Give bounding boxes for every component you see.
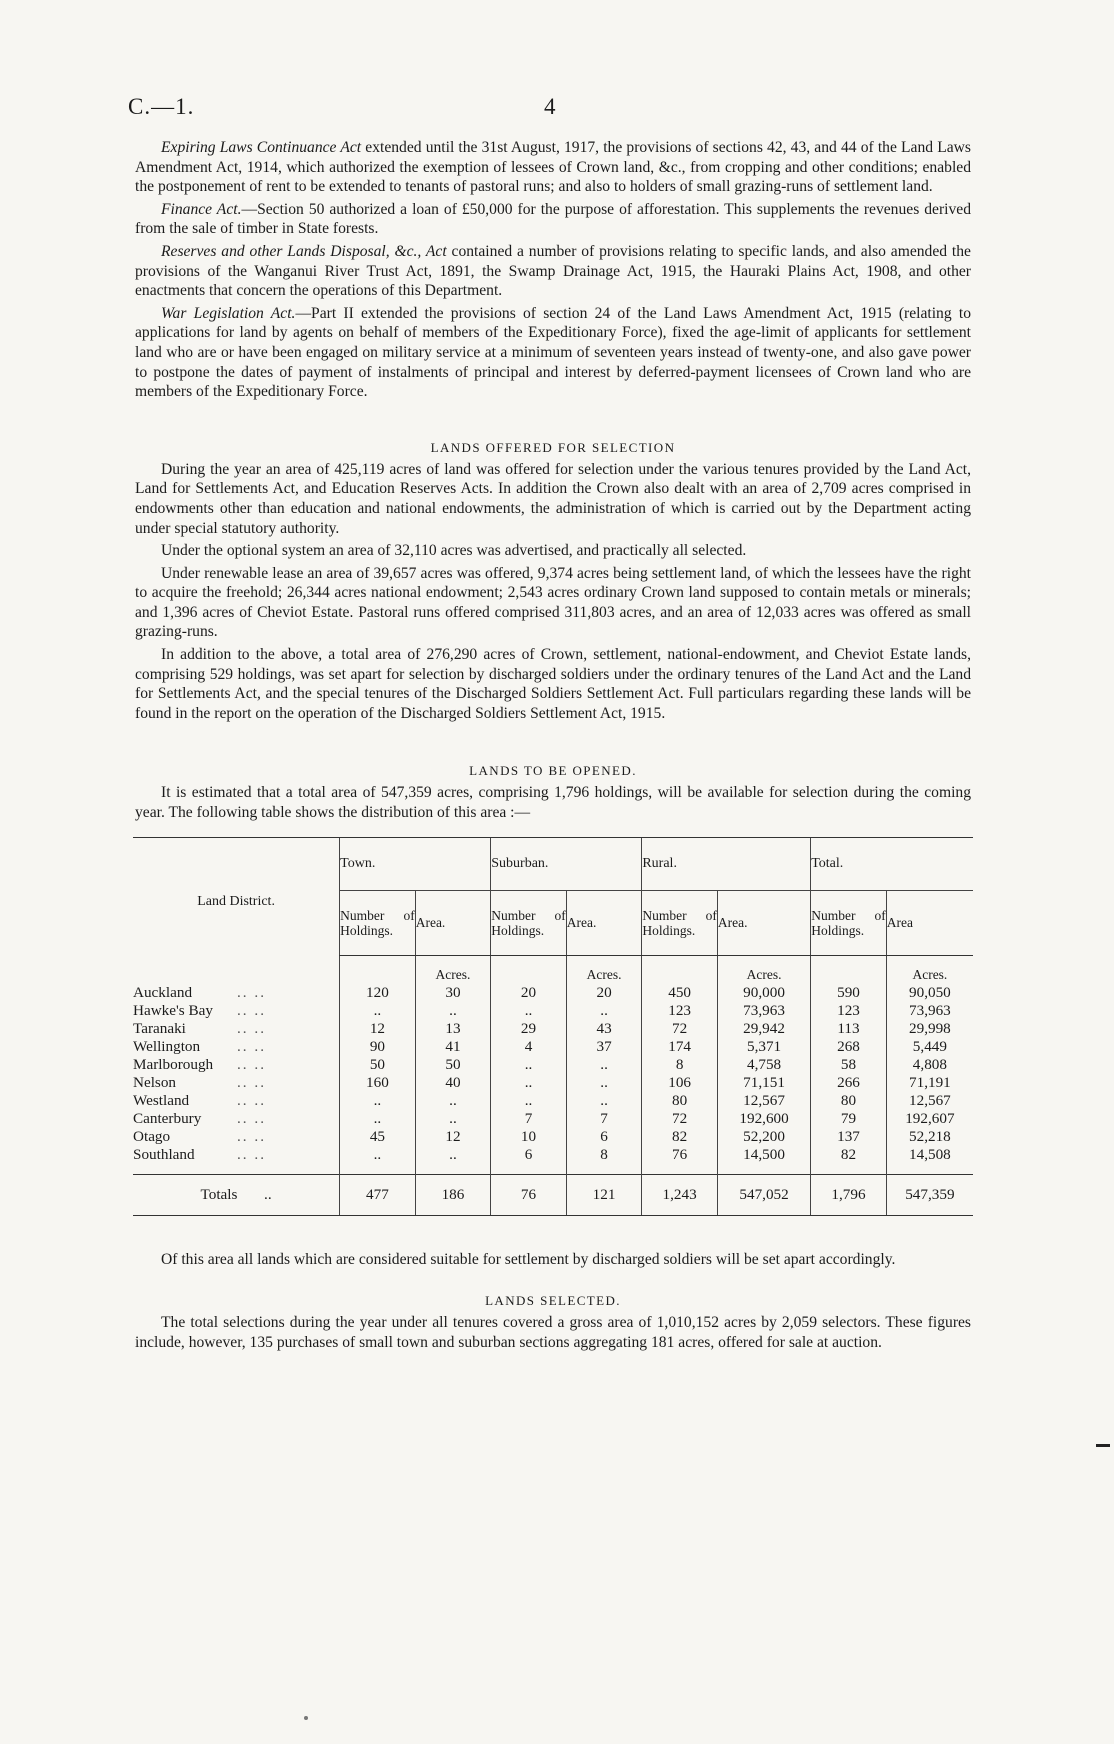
- table-cell: 79: [811, 1110, 887, 1128]
- act-title: Reserves and other Lands Disposal, &c., Act: [161, 242, 447, 260]
- total-cell: 477: [340, 1174, 416, 1215]
- table-cell: 13: [415, 1020, 491, 1038]
- table-cell: 40: [415, 1074, 491, 1092]
- act-title: Expiring Laws Continuance Act: [161, 139, 362, 156]
- table-cell: 590: [811, 984, 887, 1002]
- table-cell: 76: [642, 1146, 718, 1164]
- table-row: [133, 1092, 973, 1110]
- group-header-total: Total.: [811, 837, 973, 890]
- table-cell: ..: [340, 1002, 416, 1020]
- table-cell: 4: [491, 1038, 567, 1056]
- subheader-number: Number of Holdings.: [811, 890, 887, 955]
- table-cell: ..: [415, 1146, 491, 1164]
- table-cell: 5,371: [717, 1038, 810, 1056]
- table-cell: ..: [566, 1002, 642, 1020]
- table-cell: 8: [566, 1146, 642, 1164]
- section-heading-lands-opened: LANDS TO BE OPENED.: [469, 763, 637, 779]
- paragraph: Of this area all lands which are considered suitable for settlement by discharged soldiers will be set apart accordingly.: [161, 1250, 896, 1268]
- table-cell: 450: [642, 984, 718, 1002]
- table-cell: 174: [642, 1038, 718, 1056]
- table-cell: 43: [566, 1020, 642, 1038]
- table-row: [133, 1146, 973, 1164]
- table-cell: ..: [415, 1002, 491, 1020]
- table-cell: 4,808: [886, 1056, 973, 1074]
- page-header: [128, 94, 972, 128]
- total-cell: 1,243: [642, 1174, 718, 1215]
- group-header-suburban: Suburban.: [491, 837, 642, 890]
- table-row: [133, 984, 973, 1002]
- paragraph-expiring-laws: [135, 138, 971, 197]
- leader-dots: .. ..: [237, 983, 266, 1001]
- table-cell: 45: [340, 1128, 416, 1146]
- table-cell: 123: [642, 1002, 718, 1020]
- table-cell: 137: [811, 1128, 887, 1146]
- act-title: Finance Act.: [161, 200, 242, 218]
- table-cell: ..: [340, 1146, 416, 1164]
- table-cell: 8: [642, 1056, 718, 1074]
- table-cell: 12,567: [886, 1092, 973, 1110]
- table-cell: 73,963: [886, 1002, 973, 1020]
- table-cell: 14,500: [717, 1146, 810, 1164]
- paragraph: The total selections during the year under all tenures covered a gross area of 1,010,152 acres by 2,059 selectors. These figures include, however, 135 purchases of small town and suburban sections aggregating 181 acres, offered for sale at auction.: [135, 1314, 971, 1351]
- paragraph-war-legislation: [135, 304, 971, 402]
- after-table-block: [135, 1250, 971, 1270]
- unit-label: Acres.: [717, 955, 810, 984]
- table-row: [133, 1002, 973, 1020]
- table-body: [133, 984, 973, 1164]
- margin-mark: [1096, 1444, 1110, 1447]
- table-cell: ..: [566, 1092, 642, 1110]
- land-district-header: Land District.: [133, 837, 340, 955]
- table-cell: 6: [566, 1128, 642, 1146]
- leader-dots: .. ..: [237, 1091, 266, 1109]
- table-cell: 37: [566, 1038, 642, 1056]
- paragraph-reserves-act: [135, 242, 971, 301]
- paragraph: During the year an area of 425,119 acres of land was offered for selection under the various tenures provided by the Land Act, Land for Settlements Act, and Education Reserves Acts. In addition the Crown also dealt with an area of 2,709 acres comprised in endowments other than education and national endowments, the administration of which is carried out by the Department acting under special statutory authority.: [135, 460, 971, 537]
- table-cell: ..: [415, 1092, 491, 1110]
- table-cell: 29,998: [886, 1020, 973, 1038]
- table-cell: 5,449: [886, 1038, 973, 1056]
- total-cell: 121: [566, 1174, 642, 1215]
- table-cell: 90,050: [886, 984, 973, 1002]
- district-name: Otago .. ..: [133, 1127, 266, 1145]
- table-header-row: [133, 837, 973, 890]
- group-header-town: Town.: [340, 837, 491, 890]
- table-cell: 160: [340, 1074, 416, 1092]
- table-cell: 20: [566, 984, 642, 1002]
- table-cell: ..: [340, 1092, 416, 1110]
- subheader-area: Area.: [717, 890, 810, 955]
- unit-label: Acres.: [566, 955, 642, 984]
- table-cell: 7: [491, 1110, 567, 1128]
- paragraph-finance-act: [135, 200, 971, 239]
- table-cell: 82: [642, 1128, 718, 1146]
- table-cell: 58: [811, 1056, 887, 1074]
- table-row: [133, 1056, 973, 1074]
- subheader-number: Number of Holdings.: [642, 890, 718, 955]
- paragraph-text: contained a number of provisions relating to specific lands, and also amended the provisions of the Wanganui River Trust Act, 1891, the Swamp Drainage Act, 1915, the Hauraki Plains Act, 1908, and other enactments that concern the operations of this Department.: [135, 242, 971, 300]
- table-cell: 10: [491, 1128, 567, 1146]
- table-cell: 80: [642, 1092, 718, 1110]
- table-cell: 52,218: [886, 1128, 973, 1146]
- table-cell: 90,000: [717, 984, 810, 1002]
- total-cell: 547,359: [886, 1174, 973, 1215]
- table-cell: 80: [811, 1092, 887, 1110]
- table-cell: 90: [340, 1038, 416, 1056]
- leader-dots: .. ..: [237, 1127, 266, 1145]
- district-name: Westland .. ..: [133, 1091, 266, 1109]
- total-cell: 1,796: [811, 1174, 887, 1215]
- table-cell: 6: [491, 1146, 567, 1164]
- table-cell: 268: [811, 1038, 887, 1056]
- district-name: Southland .. ..: [133, 1145, 266, 1163]
- page-content: [135, 138, 971, 1355]
- table-cell: 106: [642, 1074, 718, 1092]
- table-cell: 73,963: [717, 1002, 810, 1020]
- district-name: Taranaki .. ..: [133, 1019, 266, 1037]
- section-heading-lands-offered: LANDS OFFERED FOR SELECTION: [430, 439, 676, 455]
- table-cell: 113: [811, 1020, 887, 1038]
- district-name: Auckland .. ..: [133, 983, 266, 1001]
- subheader-number: Number of Holdings.: [340, 890, 416, 955]
- paragraph-text: —Part II extended the provisions of section 24 of the Land Laws Amendment Act, 1915 (relating to applications for land by agents on behalf of members of the Expeditionary Force), fixed the age-limit of applicants for settlement land who are or have been engaged on military service at a minimum of seventeen years instead of twenty-one, and also gave power to postpone the dates of payment of instalments of principal and interest by deferred-payment licensees of Crown land who are members of the Expeditionary Force.: [135, 304, 971, 401]
- table-cell: ..: [491, 1092, 567, 1110]
- totals-label: Totals ..: [133, 1174, 340, 1215]
- unit-label: Acres.: [886, 955, 973, 984]
- leader-dots: .. ..: [237, 1001, 266, 1019]
- table-cell: 123: [811, 1002, 887, 1020]
- table-cell: 4,758: [717, 1056, 810, 1074]
- leader-dots: .. ..: [237, 1055, 266, 1073]
- paragraph-text: —Section 50 authorized a loan of £50,000 for the purpose of afforestation. This supplements the revenues derived from the sale of timber in State forests.: [135, 200, 971, 238]
- page-speck: [304, 1716, 308, 1720]
- table-cell: 82: [811, 1146, 887, 1164]
- section-heading-lands-selected: LANDS SELECTED.: [485, 1293, 621, 1309]
- table-cell: 29,942: [717, 1020, 810, 1038]
- leader-dots: .. ..: [237, 1145, 266, 1163]
- table-cell: ..: [566, 1056, 642, 1074]
- totals-row: [133, 1174, 973, 1215]
- page-number: 4: [544, 94, 556, 119]
- distribution-table: [133, 837, 973, 1216]
- table-cell: 266: [811, 1074, 887, 1092]
- district-name: Wellington .. ..: [133, 1037, 266, 1055]
- table-cell: 72: [642, 1110, 718, 1128]
- table-cell: 41: [415, 1038, 491, 1056]
- table-cell: 14,508: [886, 1146, 973, 1164]
- paragraph-text: extended until the 31st August, 1917, the provisions of sections 42, 43, and 44 of the Land Laws Amendment Act, 1914, which authorized the exemption of lessees of Crown land, &c., from cropping and other conditions; enabled the postponement of rent to be extended to tenants of pastoral runs; and also to holders of small grazing-runs of settlement land.: [135, 139, 971, 196]
- table-cell: 12,567: [717, 1092, 810, 1110]
- table-cell: 7: [566, 1110, 642, 1128]
- leader-dots: .. ..: [237, 1073, 266, 1091]
- table-cell: 12: [340, 1020, 416, 1038]
- table-cell: ..: [566, 1074, 642, 1092]
- table-cell: 50: [340, 1056, 416, 1074]
- act-title: War Legislation Act.: [161, 304, 296, 322]
- table-row: [133, 1038, 973, 1056]
- table-cell: 71,151: [717, 1074, 810, 1092]
- paragraph: Under renewable lease an area of 39,657 acres was offered, 9,374 acres being settlement land, of which the lessees have the right to acquire the freehold; 26,344 acres national endowment; 2,543 acres ordinary Crown land supposed to contain metals or minerals; and 1,396 acres of Cheviot Estate. Pastoral runs offered comprised 311,803 acres, and an area of 12,033 acres was offered as small grazing-runs.: [135, 564, 971, 641]
- total-cell: 547,052: [717, 1174, 810, 1215]
- table-cell: 192,600: [717, 1110, 810, 1128]
- leader-dots: .. ..: [237, 1019, 266, 1037]
- unit-label: Acres.: [415, 955, 491, 984]
- table-cell: ..: [340, 1110, 416, 1128]
- table-cell: 71,191: [886, 1074, 973, 1092]
- subheader-area: Area.: [566, 890, 642, 955]
- table-row: [133, 1020, 973, 1038]
- document-reference: C.—1.: [128, 94, 195, 119]
- table-cell: ..: [491, 1056, 567, 1074]
- table-row: [133, 1074, 973, 1092]
- table-cell: 192,607: [886, 1110, 973, 1128]
- group-header-rural: Rural.: [642, 837, 811, 890]
- district-name: Canterbury .. ..: [133, 1109, 266, 1127]
- paragraph: It is estimated that a total area of 547,359 acres, comprising 1,796 holdings, will be available for selection during the coming year. The following table shows the distribution of this area :—: [135, 784, 971, 822]
- table-cell: 29: [491, 1020, 567, 1038]
- table-cell: 20: [491, 984, 567, 1002]
- total-cell: 76: [491, 1174, 567, 1215]
- leader-dots: .. ..: [237, 1037, 266, 1055]
- table-cell: ..: [491, 1074, 567, 1092]
- table-cell: 30: [415, 984, 491, 1002]
- spacer-row: [133, 1164, 973, 1175]
- leader-dots: .. ..: [237, 1109, 266, 1127]
- district-name: Marlborough .. ..: [133, 1055, 266, 1073]
- table-cell: 72: [642, 1020, 718, 1038]
- table-row: [133, 1128, 973, 1146]
- paragraph: In addition to the above, a total area of 276,290 acres of Crown, settlement, national-endowment, and Cheviot Estate lands, comprising 529 holdings, was set apart for selection by discharged soldiers under the ordinary tenures of the Land Act and the Land for Settlements Act, and the special tenures of the Discharged Soldiers Settlement Act. Full particulars regarding these lands will be found in the report on the operation of the Discharged Soldiers Settlement Act, 1915.: [135, 646, 971, 722]
- table-cell: 12: [415, 1128, 491, 1146]
- subheader-area: Area: [886, 890, 973, 955]
- table-cell: 50: [415, 1056, 491, 1074]
- units-row: [133, 955, 973, 984]
- district-name: Hawke's Bay .. ..: [133, 1001, 266, 1019]
- table-cell: ..: [415, 1110, 491, 1128]
- paragraph: Under the optional system an area of 32,110 acres was advertised, and practically all selected.: [161, 542, 747, 560]
- total-cell: 186: [415, 1174, 491, 1215]
- table-cell: ..: [491, 1002, 567, 1020]
- subheader-area: Area.: [415, 890, 491, 955]
- subheader-number: Number of Holdings.: [491, 890, 567, 955]
- district-name: Nelson .. ..: [133, 1073, 266, 1091]
- table-row: [133, 1110, 973, 1128]
- table-cell: 120: [340, 984, 416, 1002]
- table-cell: 52,200: [717, 1128, 810, 1146]
